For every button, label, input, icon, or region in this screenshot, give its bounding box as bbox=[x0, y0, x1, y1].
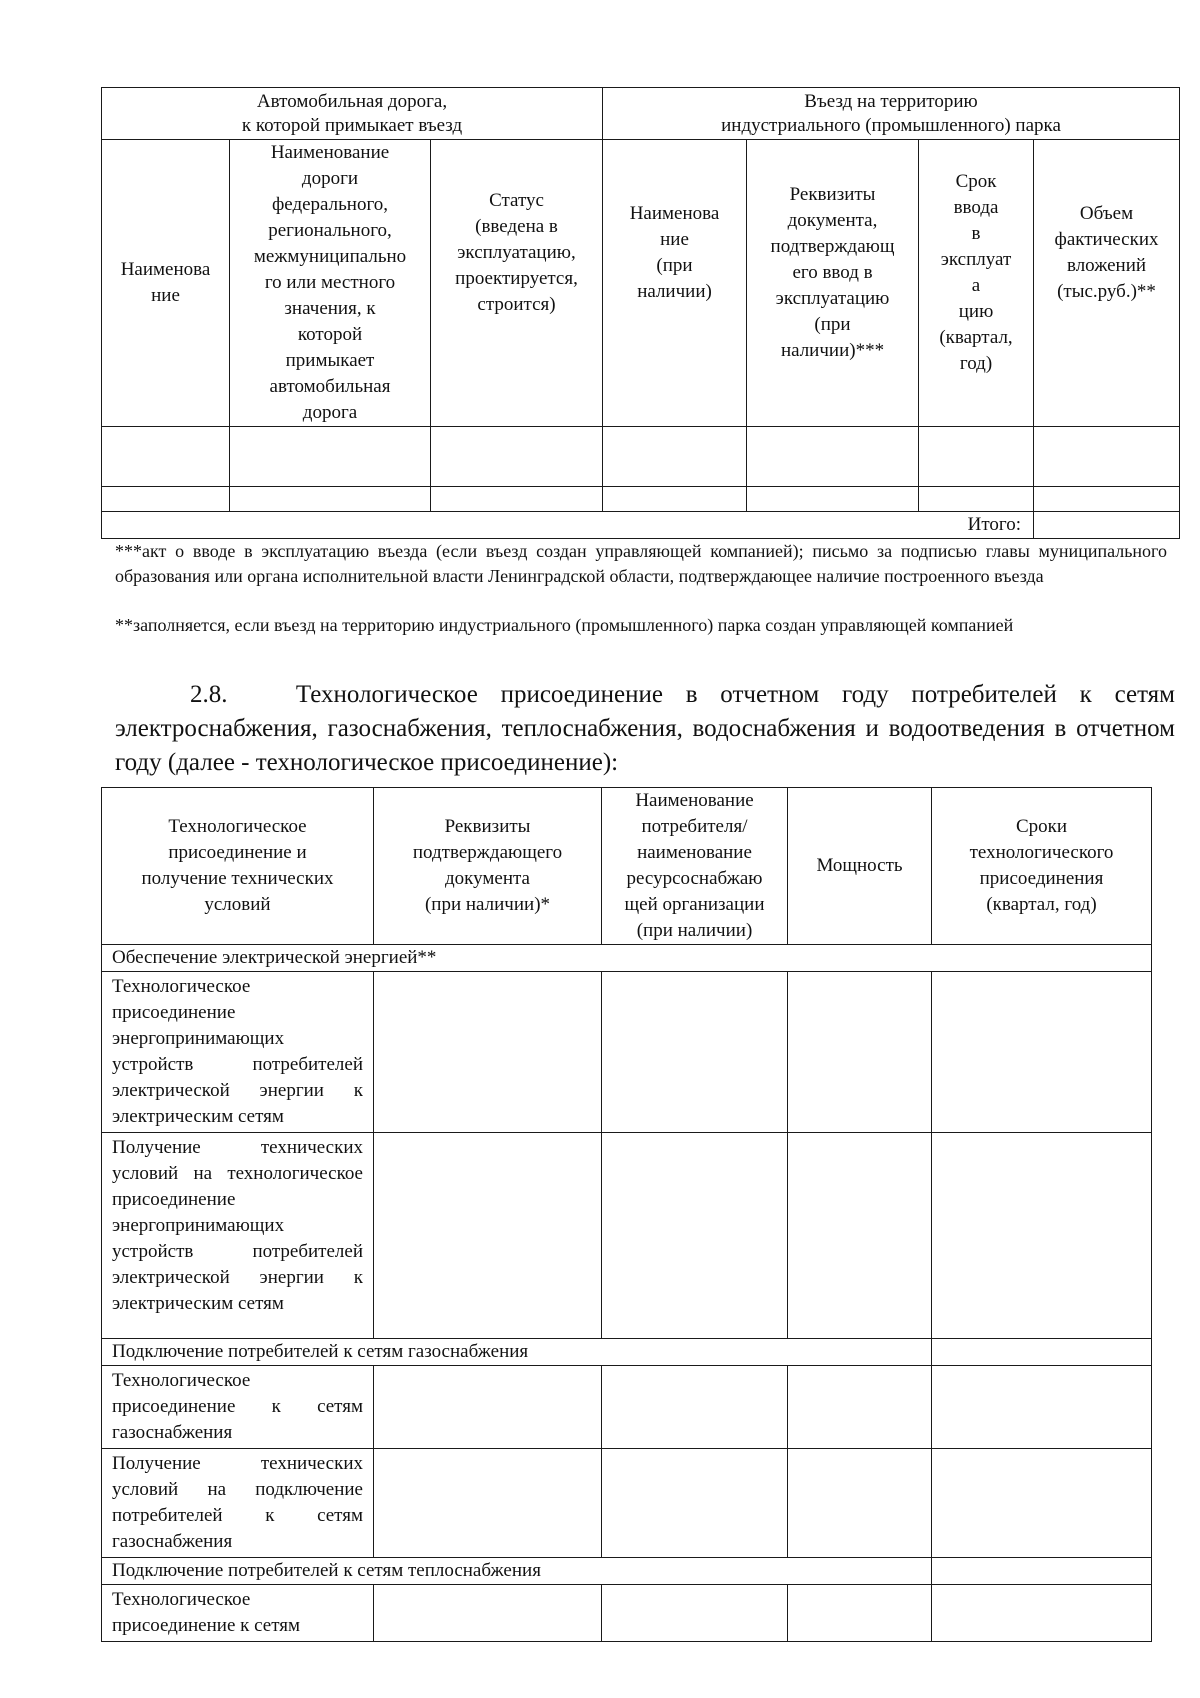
cell bbox=[788, 1449, 932, 1558]
row-label: Получение технических условий на подключение потребителей к сетям газоснабжения bbox=[102, 1449, 374, 1558]
col-power: Мощность bbox=[788, 788, 932, 945]
cell bbox=[230, 427, 431, 487]
row-label: Технологическое присоединение энергопринимающих устройств потребителей электрической энергии к электрическим сетям bbox=[102, 972, 374, 1133]
header-road-group: Автомобильная дорога, к которой примыкает въезд bbox=[102, 88, 603, 140]
row-label: Получение технических условий на технологическое присоединение энергопринимающих устройств потребителей электрической энергии к электрическим сетям bbox=[102, 1133, 374, 1339]
col-road-full-name: Наименование дороги федерального, регионального, межмуниципально го или местного значения, к которой примыкает автомобильная дорога bbox=[230, 140, 431, 427]
connection-table bbox=[101, 787, 1152, 1642]
row-label: Технологическое присоединение к сетям bbox=[102, 1585, 374, 1642]
col-entry-name: Наименова ние (при наличии) bbox=[603, 140, 747, 427]
table-row bbox=[102, 1133, 1152, 1339]
entry-table bbox=[101, 87, 1180, 539]
col-road-name: Наименова ние bbox=[102, 140, 230, 427]
table-row bbox=[102, 1449, 1152, 1558]
table-row bbox=[102, 1366, 1152, 1449]
col-status: Статус (введена в эксплуатацию, проектируется, строится) bbox=[431, 140, 603, 427]
cell bbox=[788, 1366, 932, 1449]
cell bbox=[602, 1449, 788, 1558]
cell bbox=[932, 1558, 1152, 1585]
group-gas: Подключение потребителей к сетям газоснабжения bbox=[102, 1339, 932, 1366]
cell bbox=[230, 487, 431, 512]
col-terms: Сроки технологического присоединения (квартал, год) bbox=[932, 788, 1152, 945]
col-investment: Объем фактических вложений (тыс.руб.)** bbox=[1034, 140, 1180, 427]
section-2-8 bbox=[115, 678, 1175, 780]
row-label: Технологическое присоединение к сетям газоснабжения bbox=[102, 1366, 374, 1449]
section-text: Технологическое присоединение в отчетном году потребителей к сетям электроснабжения, газоснабжения, теплоснабжения, водоснабжения и водоотведения в отчетном году (далее - технологическое присоединение): bbox=[115, 681, 1176, 776]
header-entry-group: Въезд на территорию индустриального (промышленного) парка bbox=[603, 88, 1180, 140]
cell bbox=[747, 427, 919, 487]
cell bbox=[602, 1585, 788, 1642]
cell bbox=[431, 427, 603, 487]
cell bbox=[788, 972, 932, 1133]
cell bbox=[431, 487, 603, 512]
table-row bbox=[102, 487, 1180, 512]
group-heat: Подключение потребителей к сетям теплоснабжения bbox=[102, 1558, 932, 1585]
col-connection: Технологическое присоединение и получение технических условий bbox=[102, 788, 374, 945]
cell bbox=[919, 487, 1034, 512]
total-label: Итого: bbox=[102, 512, 1034, 539]
footnote-act: ***акт о вводе в эксплуатацию въезда (если въезд создан управляющей компанией); письмо за подписью главы муниципального образования или органа исполнительной власти Ленинградской области, подтверждающее наличие построенного въезда bbox=[115, 541, 1167, 586]
cell bbox=[788, 1585, 932, 1642]
cell bbox=[932, 1339, 1152, 1366]
cell bbox=[374, 1585, 602, 1642]
col-entry-term: Срок ввода в эксплуат а цию (квартал, год) bbox=[919, 140, 1034, 427]
cell bbox=[1034, 427, 1180, 487]
cell bbox=[603, 427, 747, 487]
cell bbox=[602, 1366, 788, 1449]
col-consumer: Наименование потребителя/ наименование ресурсоснабжаю щей организации (при наличии) bbox=[602, 788, 788, 945]
col-document: Реквизиты подтверждающего документа (при наличии)* bbox=[374, 788, 602, 945]
cell bbox=[932, 1449, 1152, 1558]
total-value bbox=[1034, 512, 1180, 539]
cell bbox=[788, 1133, 932, 1339]
cell bbox=[747, 487, 919, 512]
cell bbox=[932, 1585, 1152, 1642]
table-row bbox=[102, 427, 1180, 487]
cell bbox=[603, 487, 747, 512]
cell bbox=[919, 427, 1034, 487]
cell bbox=[932, 1366, 1152, 1449]
table-row bbox=[102, 972, 1152, 1133]
col-entry-document: Реквизиты документа, подтверждающ его ввод в эксплуатацию (при наличии)*** bbox=[747, 140, 919, 427]
cell bbox=[602, 1133, 788, 1339]
footnote-fill: **заполняется, если въезд на территорию индустриального (промышленного) парка создан управляющей компанией bbox=[115, 615, 1014, 635]
cell bbox=[374, 1366, 602, 1449]
cell bbox=[102, 427, 230, 487]
cell bbox=[374, 1133, 602, 1339]
table-row bbox=[102, 1585, 1152, 1642]
cell bbox=[102, 487, 230, 512]
section-number: 2.8. bbox=[190, 681, 228, 708]
cell bbox=[1034, 487, 1180, 512]
cell bbox=[374, 1449, 602, 1558]
cell bbox=[602, 972, 788, 1133]
cell bbox=[374, 972, 602, 1133]
group-electric: Обеспечение электрической энергией** bbox=[102, 945, 1152, 972]
cell bbox=[932, 972, 1152, 1133]
cell bbox=[932, 1133, 1152, 1339]
